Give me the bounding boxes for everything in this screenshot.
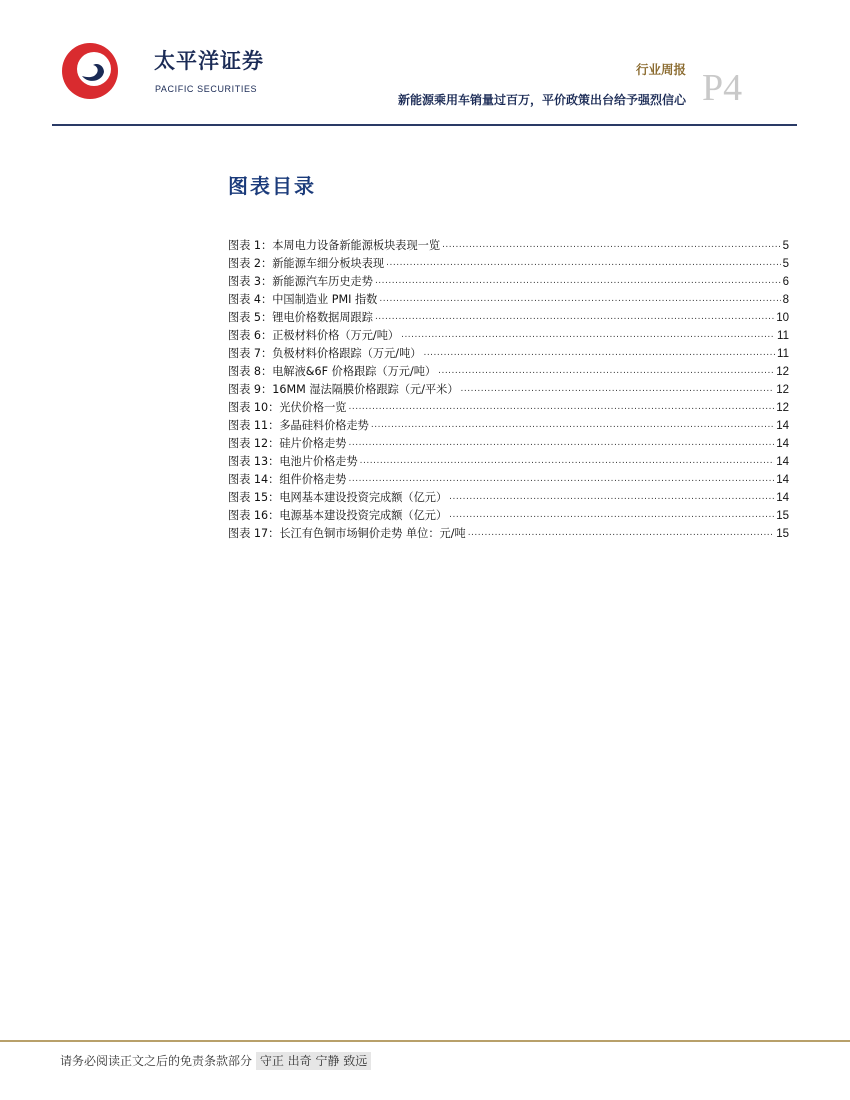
toc-entry-page: 11 [777, 330, 789, 342]
toc-entry-page: 14 [776, 456, 789, 468]
toc-entry-page: 14 [776, 474, 789, 486]
toc-entry-page: 14 [776, 438, 789, 450]
toc-entry-label: 图表 6：正极材料价格（万元/吨） [228, 329, 400, 342]
toc-dot-leader [375, 309, 774, 322]
toc-dot-leader [371, 417, 774, 430]
header-divider [52, 124, 797, 126]
pacific-securities-logo-icon [60, 40, 150, 102]
toc-dot-leader [449, 489, 774, 502]
toc-dot-leader [375, 273, 781, 286]
toc-dot-leader [468, 525, 775, 538]
toc-entry[interactable] [228, 255, 789, 273]
toc-entry[interactable] [228, 327, 789, 345]
toc-dot-leader [386, 255, 780, 268]
toc-heading: 图表目录 [228, 174, 316, 198]
toc-entry-label: 图表 16：电源基本建设投资完成额（亿元） [228, 509, 448, 522]
toc-entry[interactable] [228, 399, 789, 417]
toc-dot-leader [348, 471, 774, 484]
toc-entry-page: 14 [776, 420, 789, 432]
toc-dot-leader [401, 327, 775, 340]
toc-entry-label: 图表 1：本周电力设备新能源板块表现一览 [228, 239, 441, 252]
toc-entry-label: 图表 5：锂电价格数据周跟踪 [228, 311, 373, 324]
toc-entry[interactable] [228, 507, 789, 525]
toc-entry[interactable] [228, 381, 789, 399]
toc-entry-page: 12 [776, 384, 789, 396]
toc-dot-leader [449, 507, 774, 520]
toc-entry-page: 14 [776, 492, 789, 504]
toc-entry-label: 图表 9：16MM 湿法隔膜价格跟踪（元/平米） [228, 383, 459, 396]
toc-entry-label: 图表 3：新能源汽车历史走势 [228, 275, 373, 288]
toc-dot-leader [348, 435, 774, 448]
toc-entry-page: 5 [782, 258, 789, 270]
toc-dot-leader [442, 237, 781, 250]
report-type: 行业周报 [635, 62, 686, 77]
logo-english-name: PACIFIC SECURITIES [155, 84, 258, 94]
toc-dot-leader [438, 363, 774, 376]
toc-entry-label: 图表 2：新能源车细分板块表现 [228, 257, 385, 270]
toc-list [228, 237, 789, 543]
toc-entry-page: 10 [776, 312, 789, 324]
toc-entry-page: 5 [782, 240, 789, 252]
toc-dot-leader [423, 345, 775, 358]
toc-entry[interactable] [228, 291, 789, 309]
toc-entry-label: 图表 4：中国制造业 PMI 指数 [228, 293, 378, 306]
toc-dot-leader [348, 399, 774, 412]
footer-divider [0, 1040, 850, 1042]
toc-entry-page: 6 [782, 276, 789, 288]
toc-entry[interactable] [228, 489, 789, 507]
toc-dot-leader [461, 381, 775, 394]
toc-entry[interactable] [228, 309, 789, 327]
toc-entry-page: 11 [777, 348, 789, 360]
toc-entry-label: 图表 17：长江有色铜市场铜价走势 单位：元/吨 [228, 527, 466, 540]
toc-entry-label: 图表 10：光伏价格一览 [228, 401, 347, 414]
toc-entry[interactable] [228, 435, 789, 453]
company-logo [60, 40, 264, 102]
toc-entry-label: 图表 13：电池片价格走势 [228, 455, 358, 468]
toc-entry-label: 图表 8：电解液&6F 价格跟踪（万元/吨） [228, 365, 437, 378]
toc-entry-page: 15 [776, 510, 789, 522]
toc-entry[interactable] [228, 345, 789, 363]
footer [60, 1052, 371, 1069]
toc-entry-label: 图表 7：负极材料价格跟踪（万元/吨） [228, 347, 422, 360]
toc-entry-label: 图表 15：电网基本建设投资完成额（亿元） [228, 491, 448, 504]
toc-entry-label: 图表 11：多晶硅料价格走势 [228, 419, 369, 432]
toc-entry-page: 12 [776, 366, 789, 378]
logo-chinese-name: 太平洋证券 [154, 49, 264, 73]
toc-entry-page: 8 [782, 294, 789, 306]
toc-entry-page: 12 [776, 402, 789, 414]
toc-dot-leader [360, 453, 775, 466]
toc-entry[interactable] [228, 453, 789, 471]
toc-entry[interactable] [228, 525, 789, 543]
toc-dot-leader [379, 291, 780, 304]
toc-entry[interactable] [228, 471, 789, 489]
toc-entry-label: 图表 14：组件价格走势 [228, 473, 347, 486]
footer-disclaimer: 请务必阅读正文之后的免责条款部分 [60, 1054, 253, 1068]
toc-entry[interactable] [228, 363, 789, 381]
toc-entry[interactable] [228, 237, 789, 255]
toc-entry-page: 15 [776, 528, 789, 540]
toc-entry-label: 图表 12：硅片价格走势 [228, 437, 347, 450]
report-title: 新能源乘用车销量过百万，平价政策出台给予强烈信心 [397, 93, 686, 107]
footer-motto: 守正 出奇 宁静 致远 [256, 1052, 371, 1070]
toc-entry[interactable] [228, 273, 789, 291]
page-number: P4 [702, 67, 743, 109]
toc-entry[interactable] [228, 417, 789, 435]
